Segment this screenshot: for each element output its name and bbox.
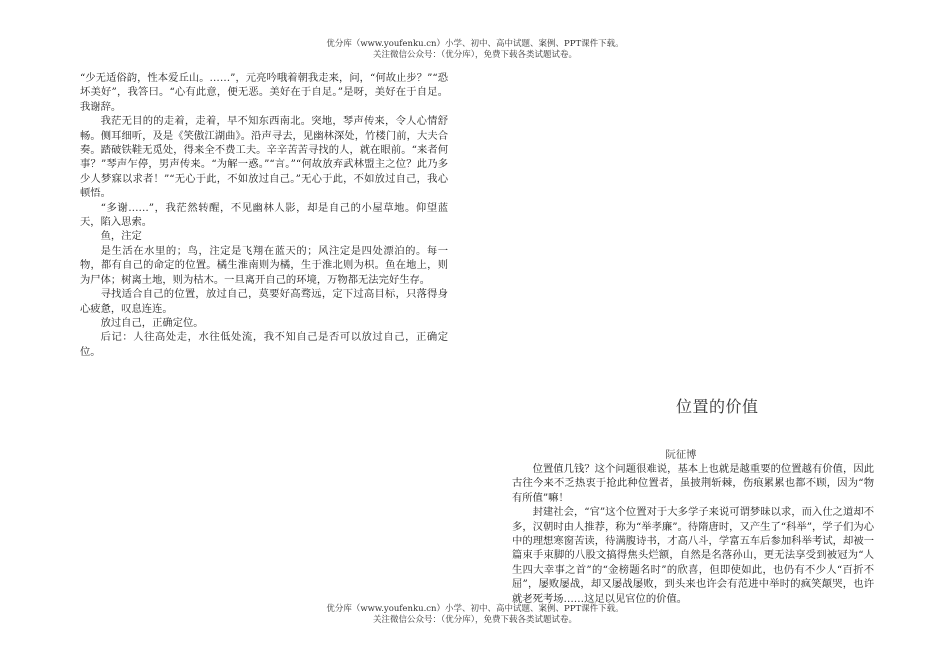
footer-line-2: 关注微信公众号：（优分库），免费下载各类试题试卷。 xyxy=(372,615,577,625)
header-line-1: 优分库（www.youfenku.cn）小学、初中、高中试题、案例、PPT课件下载。 xyxy=(326,39,624,49)
paragraph: 是生活在水里的；鸟，注定是飞翔在蓝天的；风注定是四处漂泊的。每一物，都有自己的命定的位置。橘生淮南则为橘，生于淮北则为枳。鱼在地上，则为尸体；树离土地，则为枯木。一旦离开自己的环境，万物都无法完好生存。 xyxy=(80,244,448,286)
paragraph: 放过自己，正确定位。 xyxy=(100,316,204,329)
page-footer xyxy=(0,604,950,626)
article-title: 位置的价值 xyxy=(676,397,759,416)
paragraph: 位置值几钱？这个问题很难说，基本上也就是越重要的位置越有价值，因此古往今来不乏热衷于抢此种位置者，虽披荆斩棘，伤痕累累也都不顾，因为“物有所值”嘛！ xyxy=(512,463,874,504)
paragraph: 封建社会，“官”这个位置对于大多学子来说可谓梦昧以求，而入仕之道却不多，汉朝时由人推荐，称为“举孝廉”。待隋唐时，又产生了“科举”，学子们为心中的理想寒窗苦读，待满腹诗书，才高八斗，学富五车后参加科举考试，却被一篇束手束脚的八股文搞得焦头烂额，自然是名落孙山，更无法享受到被冠为“人生四大幸事之首”的“金榜题名时”的欣喜，但即使如此，也仍有不少人“百折不屈”，屡败屡战，却又屡战屡败，到头来也许会有范进中举时的疯笑颠哭，也许就老死考场……这足以见官位的价值。 xyxy=(512,506,874,605)
paragraph: 寻找适合自己的位置，放过自己，莫要好高骛远，定下过高目标，只落得身心疲惫，叹息连连。 xyxy=(80,288,448,315)
paragraph: “多谢……”，我茫然转醒，不见幽林人影，却是自己的小屋草地。仰望蓝天，陷入思索。 xyxy=(80,201,448,229)
paragraph: 后记：人往高处走，水往低处流，我不知自己是否可以放过自己，正确定位。 xyxy=(80,331,448,358)
article-body xyxy=(512,462,874,606)
paragraph: 鱼，注定 xyxy=(100,230,142,243)
footer-line-1: 优分库（www.youfenku.cn）小学、初中、高中试题、案例、PPT课件下载。 xyxy=(326,604,624,614)
paragraph: 我茫无目的的走着，走着，早不知东西南北。突地，琴声传来，令人心情舒畅。侧耳细听，及是《笑傲江湖曲》。沿声寻去，见幽林深处，竹楼门前，大夫合奏。踏破铁鞋无觅处，得来全不费工夫。辛辛苦苦寻找的人，就在眼前。“来者何事？”琴声乍停，男声传来。“为解一惑。”“言。”“何故放弃武林盟主之位？此乃多少人梦寐以求者！”“无心于此，不如放过自己。”无心于此，不如放过自己，我心顿悟。 xyxy=(80,115,448,200)
paragraph: “少无适俗韵，性本爱丘山。……”，元亮吟哦着朝我走来，问，“何故止步？”“恐坏美好”，我答曰。“心有此意，便无恶。美好在于自足。”是呀，美好在于自足。我谢辞。 xyxy=(80,72,448,113)
article-author: 阮征博 xyxy=(665,449,697,461)
left-column-text xyxy=(80,71,448,359)
page-header xyxy=(0,39,950,61)
header-line-2: 关注微信公众号：（优分库），免费下载各类试题试卷。 xyxy=(372,50,577,60)
